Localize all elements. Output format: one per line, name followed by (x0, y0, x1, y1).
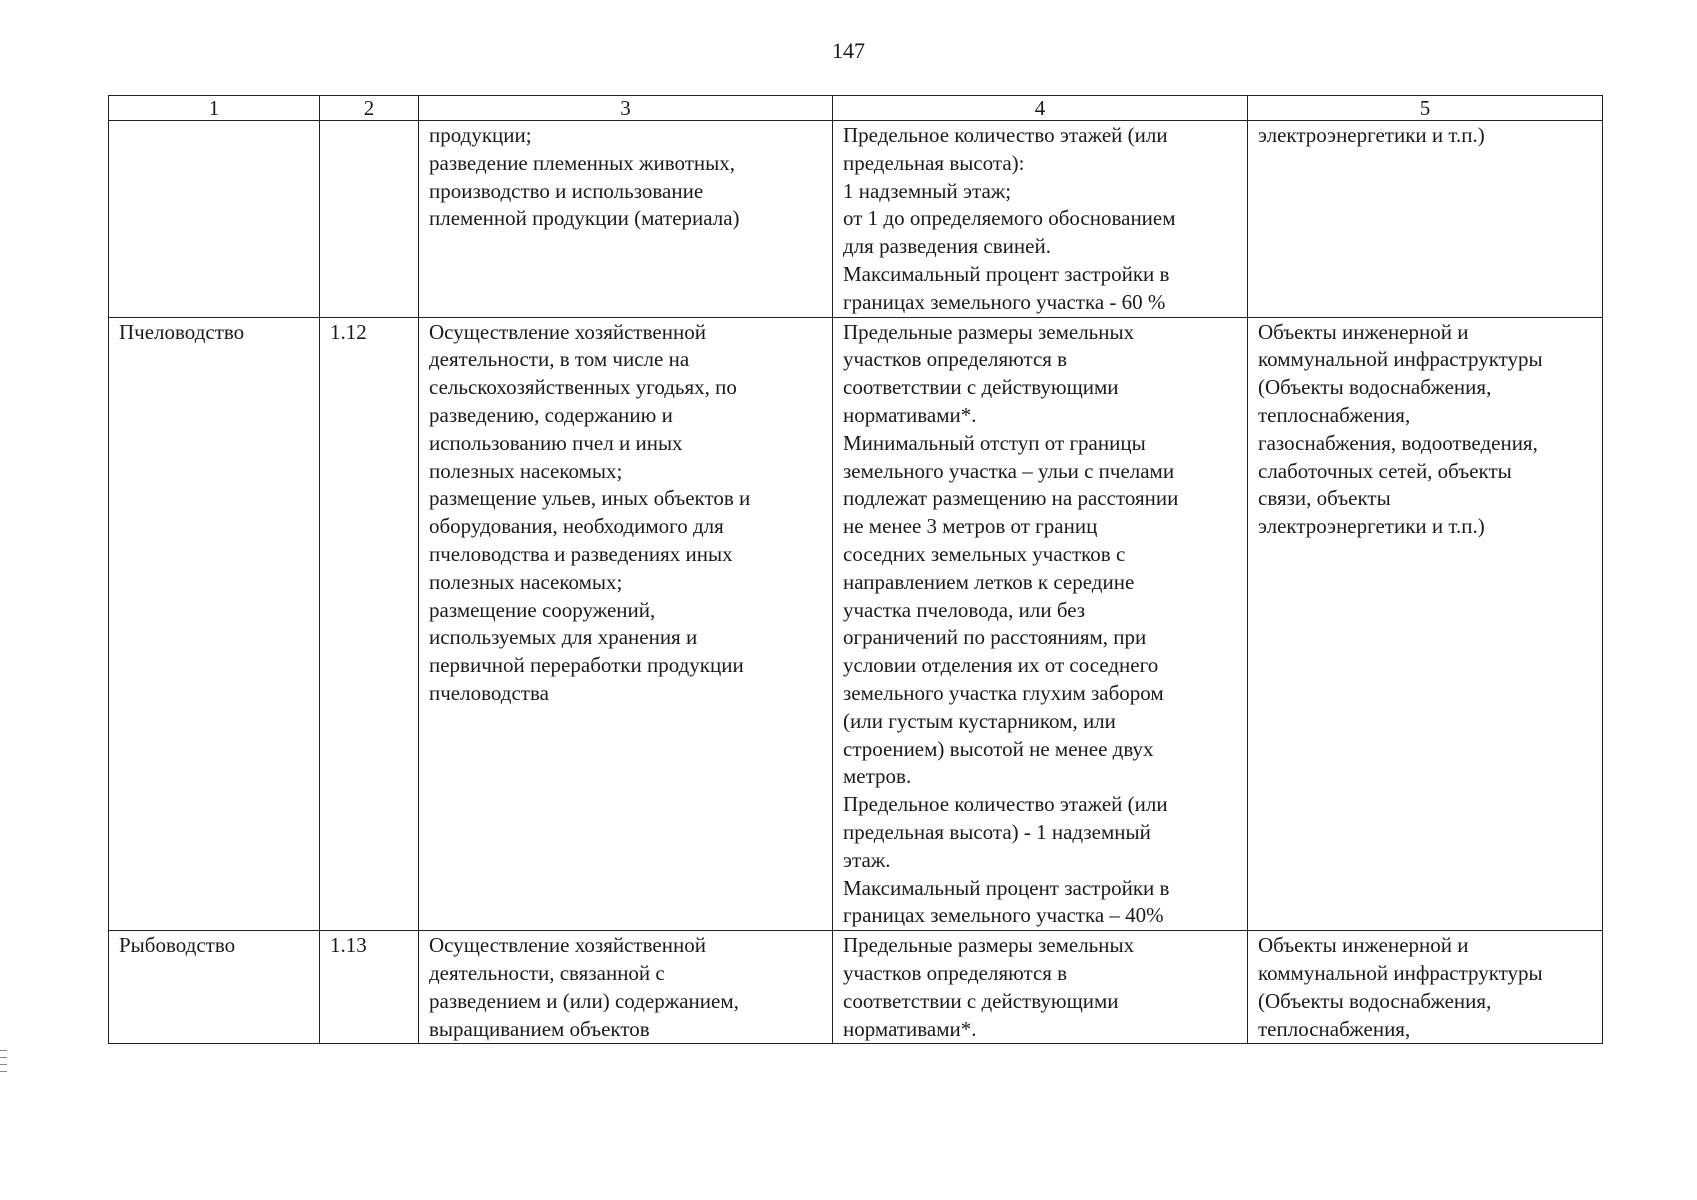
cell-text-line: размещение ульев, иных объектов и (429, 486, 751, 511)
cell-text-line: (или густым кустарником, или (843, 708, 1116, 733)
table-header-row (109, 96, 1603, 121)
cell-text-line: полезных насекомых; (429, 569, 623, 594)
cell-text-line: слаботочных сетей, объекты (1258, 458, 1512, 483)
cell-text-line: Предельные размеры земельных (843, 933, 1135, 958)
cell-text-line: метров. (843, 764, 912, 789)
use-code-cell (320, 121, 419, 318)
cell-text-line: теплоснабжения, (1258, 1016, 1411, 1041)
cell-text-line: пчеловодства и разведениях иных (429, 541, 733, 566)
cell-text-line: разведению, содержанию и (429, 402, 673, 427)
use-name-cell (109, 931, 320, 1044)
cell-text: 1.13 (330, 933, 367, 958)
cell-text-line: использованию пчел и иных (429, 430, 683, 455)
use-description-cell (419, 121, 833, 318)
cell-text-line: производство и использование (429, 178, 704, 203)
use-code-cell (320, 931, 419, 1044)
use-description-cell (419, 317, 833, 931)
cell-text-line: 1 надземный этаж; (843, 178, 1012, 203)
cell-text-line: Минимальный отступ от границы (843, 430, 1146, 455)
cell-text-line: соседних земельных участков с (843, 541, 1126, 566)
cell-text-line: границах земельного участка – 40% (843, 903, 1164, 928)
cell-text-line: ограничений по расстояниям, при (843, 625, 1147, 650)
use-auxiliary-cell (1248, 931, 1603, 1044)
cell-text-line: участков определяются в (843, 347, 1068, 372)
use-parameters-cell (833, 931, 1248, 1044)
cell-text-line: этаж. (843, 847, 891, 872)
column-header: 2 (320, 96, 419, 121)
cell-text-line: связи, объекты (1258, 486, 1391, 511)
use-name-cell (109, 121, 320, 318)
cell-text: 1.12 (330, 319, 367, 344)
cell-text-line: Максимальный процент застройки в (843, 875, 1170, 900)
cell-text-line: предельная высота) - 1 надземный (843, 819, 1151, 844)
column-header: 3 (419, 96, 833, 121)
cell-text-line: полезных насекомых; (429, 458, 623, 483)
cell-text-line: от 1 до определяемого обоснованием (843, 206, 1176, 231)
cell-text-line: Осуществление хозяйственной (429, 933, 706, 958)
cell-text-line: коммунальной инфраструктуры (1258, 960, 1543, 985)
use-name-cell (109, 317, 320, 931)
use-description-cell (419, 931, 833, 1044)
cell-text-line: соответствии с действующими (843, 375, 1119, 400)
use-code-cell (320, 317, 419, 931)
cell-text-line: земельного участка глухим забором (843, 680, 1164, 705)
table-row (109, 931, 1603, 1044)
cell-text-line: Объекты инженерной и (1258, 933, 1469, 958)
cell-text-line: оборудования, необходимого для (429, 514, 724, 539)
cell-text-line: участков определяются в (843, 960, 1068, 985)
cell-text-line: границах земельного участка - 60 % (843, 289, 1166, 314)
cell-text-line: (Объекты водоснабжения, (1258, 375, 1492, 400)
cell-text-line: деятельности, в том числе на (429, 347, 690, 372)
cell-text-line: строением) высотой не менее двух (843, 736, 1154, 761)
table-row (109, 121, 1603, 318)
use-parameters-cell (833, 317, 1248, 931)
cell-text-line: нормативами*. (843, 1016, 977, 1041)
cell-text-line: Предельное количество этажей (или (843, 123, 1168, 147)
cell-text-line: участка пчеловода, или без (843, 597, 1086, 622)
cell-text: Рыбоводство (119, 933, 236, 958)
cell-text-line: сельскохозяйственных угодьях, по (429, 375, 737, 400)
cell-text-line: используемых для хранения и (429, 625, 698, 650)
scan-edge-marks (0, 1050, 8, 1078)
column-header: 1 (109, 96, 320, 121)
use-auxiliary-cell (1248, 317, 1603, 931)
cell-text-line: электроэнергетики и т.п.) (1258, 514, 1485, 539)
cell-text-line: разведение племенных животных, (429, 150, 736, 175)
cell-text-line: предельная высота): (843, 150, 1025, 175)
cell-text-line: размещение сооружений, (429, 597, 656, 622)
cell-text-line: племенной продукции (материала) (429, 206, 740, 231)
cell-text-line: для разведения свиней. (843, 234, 1051, 259)
cell-text-line: продукции; (429, 123, 532, 147)
cell-text-line: Максимальный процент застройки в (843, 261, 1170, 286)
page-number: 147 (832, 38, 865, 63)
cell-text-line: газоснабжения, водоотведения, (1258, 430, 1538, 455)
cell-text: Пчеловодство (119, 319, 245, 344)
cell-text-line: Предельные размеры земельных (843, 319, 1135, 344)
cell-text-line: земельного участка – ульи с пчелами (843, 458, 1175, 483)
table-row (109, 317, 1603, 931)
cell-text-line: Предельное количество этажей (или (843, 792, 1168, 817)
cell-text-line: теплоснабжения, (1258, 402, 1411, 427)
cell-text-line: направлением летков к середине (843, 569, 1135, 594)
column-header: 5 (1248, 96, 1603, 121)
cell-text-line: разведением и (или) содержанием, (429, 988, 739, 1013)
column-header: 4 (833, 96, 1248, 121)
cell-text-line: условии отделения их от соседнего (843, 653, 1159, 678)
cell-text-line: (Объекты водоснабжения, (1258, 988, 1492, 1013)
cell-text-line: Осуществление хозяйственной (429, 319, 706, 344)
cell-text-line: подлежат размещению на расстоянии (843, 486, 1179, 511)
cell-text-line: не менее 3 метров от границ (843, 514, 1098, 539)
cell-text-line: коммунальной инфраструктуры (1258, 347, 1543, 372)
land-use-table (108, 95, 1603, 1044)
use-parameters-cell (833, 121, 1248, 318)
cell-text-line: деятельности, связанной с (429, 960, 665, 985)
cell-text-line: первичной переработки продукции (429, 653, 744, 678)
cell-text-line: электроэнергетики и т.п.) (1258, 123, 1485, 147)
cell-text-line: выращиванием объектов (429, 1016, 650, 1041)
cell-text-line: соответствии с действующими (843, 988, 1119, 1013)
cell-text-line: нормативами*. (843, 402, 977, 427)
cell-text-line: Объекты инженерной и (1258, 319, 1469, 344)
use-auxiliary-cell (1248, 121, 1603, 318)
cell-text-line: пчеловодства (429, 680, 549, 705)
